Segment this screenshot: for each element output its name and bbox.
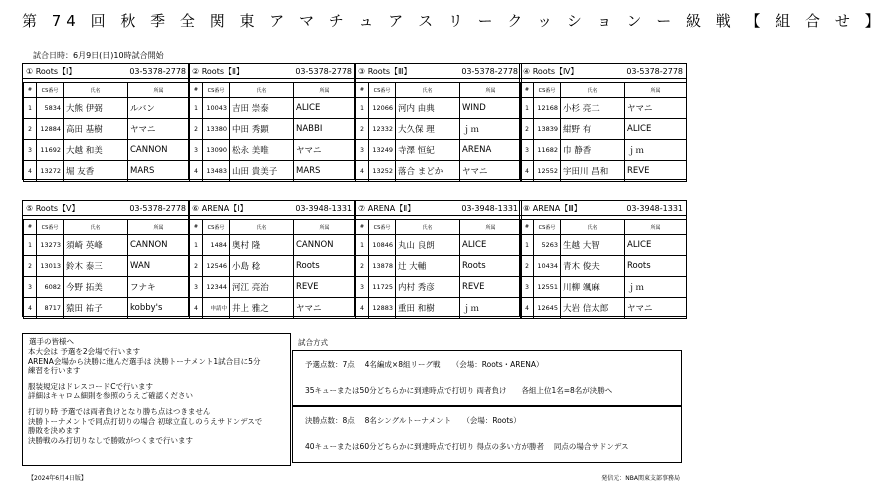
player-affiliation: ALICE — [294, 98, 356, 119]
prelim-format-line: 予選点数：7点 4名編成×8組リーグ戦 （会場：Roots・ARENA） — [305, 360, 544, 369]
player-name: 河内 由典 — [396, 98, 460, 119]
group-label: ⑤ Roots【Ⅴ】 — [26, 204, 80, 213]
player-name: 高田 基樹 — [64, 119, 128, 140]
col-affil: 所属 — [294, 83, 356, 98]
group-table — [355, 82, 522, 182]
player-affiliation: ALICE — [460, 235, 522, 256]
col-cs: CS番号 — [534, 83, 561, 98]
table-row — [190, 235, 356, 256]
table-row — [190, 298, 356, 319]
player-no: 4 — [521, 161, 534, 182]
cs-number: 13090 — [203, 140, 230, 161]
player-no: 3 — [521, 277, 534, 298]
player-no: 1 — [521, 235, 534, 256]
col-name: 氏名 — [561, 220, 625, 235]
cs-number: 12332 — [369, 119, 396, 140]
player-affiliation: ヤマニ — [460, 161, 522, 182]
col-cs: CS番号 — [369, 83, 396, 98]
group-phone: 03-5378-2778 — [295, 67, 352, 76]
col-name: 氏名 — [561, 83, 625, 98]
group-header — [189, 201, 355, 216]
col-cs: CS番号 — [369, 220, 396, 235]
cs-number: 13273 — [37, 235, 64, 256]
col-name: 氏名 — [64, 83, 128, 98]
col-affil: 所属 — [460, 83, 522, 98]
group-box — [519, 63, 687, 180]
group-table — [23, 82, 190, 182]
cs-number: 11682 — [534, 140, 561, 161]
cs-number: 12884 — [37, 119, 64, 140]
rules-title: 選手の皆様へ — [29, 337, 74, 346]
player-affiliation: REVE — [294, 277, 356, 298]
player-affiliation: CANNON — [128, 140, 190, 161]
player-no: 2 — [356, 256, 369, 277]
player-affiliation: ｊｍ — [625, 277, 687, 298]
final-format-line: 決勝点数：8点 8名シングルトーナメント （会場：Roots） — [305, 416, 521, 425]
player-no: 1 — [356, 98, 369, 119]
cs-number: 8717 — [37, 298, 64, 319]
table-row — [190, 161, 356, 182]
player-name: 大越 和美 — [64, 140, 128, 161]
group-label: ② Roots【Ⅱ】 — [192, 67, 244, 76]
col-affil: 所属 — [294, 220, 356, 235]
cs-number: 13380 — [203, 119, 230, 140]
rule-line: 本大会は 予選を2会場で行います — [28, 347, 141, 356]
player-no: 1 — [24, 98, 37, 119]
player-no: 2 — [521, 119, 534, 140]
player-affiliation: MARS — [128, 161, 190, 182]
cs-number: 12551 — [534, 277, 561, 298]
player-name: 中田 秀顕 — [230, 119, 294, 140]
table-row — [521, 256, 687, 277]
player-affiliation: ヤマニ — [625, 98, 687, 119]
player-name: 重田 和樹 — [396, 298, 460, 319]
player-affiliation: REVE — [625, 161, 687, 182]
player-name: 松永 美唯 — [230, 140, 294, 161]
table-row — [190, 98, 356, 119]
table-row — [521, 277, 687, 298]
player-name: 落合 まどか — [396, 161, 460, 182]
player-no: 2 — [24, 119, 37, 140]
col-cs: CS番号 — [37, 220, 64, 235]
player-affiliation: CANNON — [128, 235, 190, 256]
cs-number: 12546 — [203, 256, 230, 277]
group-header — [355, 64, 521, 79]
final-format-box — [292, 406, 682, 463]
cs-number: 1484 — [203, 235, 230, 256]
group-label: ④ Roots【Ⅳ】 — [523, 67, 579, 76]
rule-line: 詳細はキャロム細則を参照のうえご確認ください — [28, 391, 193, 401]
player-affiliation: ｊｍ — [460, 298, 522, 319]
rule-line: 服装規定はドレスコードCで行います — [28, 381, 154, 391]
table-header-row — [190, 220, 356, 235]
table-row — [190, 277, 356, 298]
col-cs: CS番号 — [534, 220, 561, 235]
player-name: 今野 拓美 — [64, 277, 128, 298]
player-no: 3 — [24, 140, 37, 161]
group-header — [520, 64, 686, 79]
table-row — [521, 98, 687, 119]
final-format-line: 40キューまたは60分どちらかに到達時点で打切り 得点の多い方が勝者 同点の場合サドンデス — [305, 442, 629, 451]
player-no: 2 — [190, 256, 203, 277]
player-no: 1 — [24, 235, 37, 256]
player-no: 1 — [190, 235, 203, 256]
col-name: 氏名 — [230, 220, 294, 235]
table-row — [24, 119, 190, 140]
table-row — [24, 161, 190, 182]
group-header — [23, 64, 189, 79]
cs-number: 12645 — [534, 298, 561, 319]
group-header — [189, 64, 355, 79]
player-affiliation: WAN — [128, 256, 190, 277]
col-affil: 所属 — [625, 220, 687, 235]
player-name: 須崎 英峰 — [64, 235, 128, 256]
cs-number: 12168 — [534, 98, 561, 119]
player-affiliation: ｊｍ — [625, 140, 687, 161]
rule-line: 練習を行います — [28, 366, 81, 376]
player-name: 猿田 祐子 — [64, 298, 128, 319]
table-header-row — [356, 83, 522, 98]
cs-number: 5834 — [37, 98, 64, 119]
player-no: 1 — [190, 98, 203, 119]
cs-number: 13839 — [534, 119, 561, 140]
player-name: 井上 雅之 — [230, 298, 294, 319]
player-name: 小杉 亮二 — [561, 98, 625, 119]
player-no: 4 — [356, 161, 369, 182]
col-name: 氏名 — [64, 220, 128, 235]
col-no: # — [24, 83, 37, 98]
cs-number: 12066 — [369, 98, 396, 119]
cs-number: 12883 — [369, 298, 396, 319]
table-row — [521, 298, 687, 319]
player-affiliation: WIND — [460, 98, 522, 119]
col-cs: CS番号 — [203, 220, 230, 235]
rules-box — [22, 333, 291, 466]
col-affil: 所属 — [460, 220, 522, 235]
col-name: 氏名 — [396, 220, 460, 235]
cs-number: 5263 — [534, 235, 561, 256]
table-header-row — [24, 220, 190, 235]
col-no: # — [190, 83, 203, 98]
group-header — [355, 201, 521, 216]
cs-number: 11692 — [37, 140, 64, 161]
player-affiliation: ｊｍ — [460, 119, 522, 140]
col-no: # — [356, 220, 369, 235]
rule-line: ARENA会場から決勝に進んだ選手は 決勝トーナメント1試合目に5分 — [28, 356, 261, 366]
table-row — [356, 140, 522, 161]
player-affiliation: ヤマニ — [294, 298, 356, 319]
col-affil: 所属 — [128, 220, 190, 235]
table-row — [24, 98, 190, 119]
cs-number: 10434 — [534, 256, 561, 277]
table-row — [521, 119, 687, 140]
player-name: 寺澤 恒紀 — [396, 140, 460, 161]
group-phone: 03-3948-1331 — [461, 204, 518, 213]
player-affiliation: Roots — [460, 256, 522, 277]
cs-number: 11725 — [369, 277, 396, 298]
player-affiliation: Roots — [625, 256, 687, 277]
player-no: 2 — [190, 119, 203, 140]
player-name: 堀 友香 — [64, 161, 128, 182]
player-affiliation: ヤマニ — [625, 298, 687, 319]
player-affiliation: MARS — [294, 161, 356, 182]
col-cs: CS番号 — [203, 83, 230, 98]
group-box — [22, 63, 190, 180]
table-header-row — [190, 83, 356, 98]
player-no: 3 — [356, 140, 369, 161]
page-title: 第 74 回 秋 季 全 関 東 ア マ チ ュ ア ス リ ー ク ッ シ ョ ン ー 級 戦 【 組 合 せ 】 — [22, 12, 885, 30]
player-affiliation: ルバン — [128, 98, 190, 119]
player-no: 4 — [24, 161, 37, 182]
table-row — [521, 140, 687, 161]
group-box — [519, 200, 687, 317]
player-name: 丸山 良朗 — [396, 235, 460, 256]
cs-number: 申請中 — [203, 298, 230, 319]
table-row — [521, 161, 687, 182]
table-row — [356, 298, 522, 319]
table-row — [190, 256, 356, 277]
player-no: 4 — [521, 298, 534, 319]
player-affiliation: ALICE — [625, 235, 687, 256]
cs-number: 13252 — [369, 161, 396, 182]
cs-number: 13013 — [37, 256, 64, 277]
table-row — [24, 235, 190, 256]
table-row — [24, 277, 190, 298]
table-header-row — [521, 83, 687, 98]
player-affiliation: ヤマニ — [128, 119, 190, 140]
player-name: 青木 俊夫 — [561, 256, 625, 277]
player-name: 辻 大輔 — [396, 256, 460, 277]
col-affil: 所属 — [625, 83, 687, 98]
player-affiliation: ALICE — [625, 119, 687, 140]
group-label: ⑦ ARENA【Ⅱ】 — [358, 204, 416, 213]
table-header-row — [24, 83, 190, 98]
table-header-row — [521, 220, 687, 235]
table-row — [356, 235, 522, 256]
player-name: 生越 大智 — [561, 235, 625, 256]
player-affiliation: REVE — [460, 277, 522, 298]
rule-line: 決勝戦のみ打切りなしで勝敗がつくまで行います — [28, 435, 193, 445]
version-date: 【2024年6月4日版】 — [28, 475, 87, 482]
table-row — [24, 298, 190, 319]
group-table — [355, 219, 522, 319]
issuer: 発信元：NBA関東支部事務局 — [601, 475, 680, 482]
player-name: 奥村 隆 — [230, 235, 294, 256]
group-phone: 03-3948-1331 — [295, 204, 352, 213]
col-cs: CS番号 — [37, 83, 64, 98]
group-table — [520, 219, 687, 319]
col-no: # — [190, 220, 203, 235]
player-no: 4 — [190, 161, 203, 182]
player-no: 1 — [521, 98, 534, 119]
player-name: 大久保 理 — [396, 119, 460, 140]
format-title: 試合方式 — [298, 338, 328, 347]
group-phone: 03-5378-2778 — [129, 67, 186, 76]
player-no: 3 — [521, 140, 534, 161]
group-phone: 03-5378-2778 — [626, 67, 683, 76]
player-no: 3 — [190, 277, 203, 298]
player-no: 4 — [190, 298, 203, 319]
cs-number: 10846 — [369, 235, 396, 256]
rule-line: 決勝トーナメントで同点打切りの場合 初球立直しのうえサドンデスで — [28, 416, 263, 426]
col-no: # — [521, 220, 534, 235]
group-box — [354, 200, 522, 317]
group-phone: 03-5378-2778 — [461, 67, 518, 76]
player-no: 2 — [521, 256, 534, 277]
table-row — [356, 256, 522, 277]
prelim-format-line: 35キューまたは50分どちらかに到達時点で打切り 両者負け 各組上位1名=8名が決勝へ — [305, 386, 613, 395]
group-box — [22, 200, 190, 317]
player-name: 内村 秀彦 — [396, 277, 460, 298]
player-affiliation: Roots — [294, 256, 356, 277]
col-no: # — [521, 83, 534, 98]
table-row — [521, 235, 687, 256]
group-table — [189, 219, 356, 319]
player-no: 2 — [356, 119, 369, 140]
table-row — [356, 277, 522, 298]
col-name: 氏名 — [396, 83, 460, 98]
player-name: 紺野 有 — [561, 119, 625, 140]
table-header-row — [356, 220, 522, 235]
player-name: 小島 稔 — [230, 256, 294, 277]
table-row — [24, 256, 190, 277]
player-name: 鈴木 泰三 — [64, 256, 128, 277]
table-row — [356, 161, 522, 182]
group-table — [189, 82, 356, 182]
player-no: 3 — [190, 140, 203, 161]
player-affiliation: CANNON — [294, 235, 356, 256]
col-affil: 所属 — [128, 83, 190, 98]
group-table — [520, 82, 687, 182]
group-table — [23, 219, 190, 319]
player-no: 1 — [356, 235, 369, 256]
group-header — [520, 201, 686, 216]
cs-number: 13249 — [369, 140, 396, 161]
player-affiliation: kobby's — [128, 298, 190, 319]
player-name: 巾 静香 — [561, 140, 625, 161]
group-header — [23, 201, 189, 216]
player-no: 4 — [24, 298, 37, 319]
group-phone: 03-3948-1331 — [626, 204, 683, 213]
rule-line: 勝敗を決めます — [28, 426, 81, 436]
cs-number: 13878 — [369, 256, 396, 277]
table-row — [190, 119, 356, 140]
player-affiliation: NABBI — [294, 119, 356, 140]
group-box — [188, 63, 356, 180]
prelim-format-box — [292, 350, 682, 406]
cs-number: 12552 — [534, 161, 561, 182]
group-phone: 03-5378-2778 — [129, 204, 186, 213]
cs-number: 13483 — [203, 161, 230, 182]
player-name: 河江 亮治 — [230, 277, 294, 298]
player-name: 宇田川 昌和 — [561, 161, 625, 182]
table-row — [24, 140, 190, 161]
col-name: 氏名 — [230, 83, 294, 98]
player-no: 2 — [24, 256, 37, 277]
player-name: 川柳 颯麻 — [561, 277, 625, 298]
player-affiliation: ARENA — [460, 140, 522, 161]
cs-number: 13272 — [37, 161, 64, 182]
col-no: # — [24, 220, 37, 235]
group-label: ⑧ ARENA【Ⅲ】 — [523, 204, 582, 213]
table-row — [356, 119, 522, 140]
group-label: ① Roots【Ⅰ】 — [26, 67, 77, 76]
player-affiliation: フナキ — [128, 277, 190, 298]
table-row — [190, 140, 356, 161]
player-name: 大岩 信太郎 — [561, 298, 625, 319]
player-no: 3 — [24, 277, 37, 298]
cs-number: 6082 — [37, 277, 64, 298]
group-box — [188, 200, 356, 317]
player-no: 3 — [356, 277, 369, 298]
cs-number: 12344 — [203, 277, 230, 298]
player-name: 吉田 崇泰 — [230, 98, 294, 119]
match-date: 試合日時：6月9日(日)10時試合開始 — [33, 51, 164, 60]
player-name: 大熊 伊弼 — [64, 98, 128, 119]
table-row — [356, 98, 522, 119]
player-no: 4 — [356, 298, 369, 319]
group-box — [354, 63, 522, 180]
col-no: # — [356, 83, 369, 98]
rule-line: 打切り時 予選では両者負けとなり勝ち点はつきません — [28, 407, 211, 416]
cs-number: 10043 — [203, 98, 230, 119]
player-name: 山田 貴美子 — [230, 161, 294, 182]
player-affiliation: ヤマニ — [294, 140, 356, 161]
group-label: ⑥ ARENA【Ⅰ】 — [192, 204, 248, 213]
group-label: ③ Roots【Ⅲ】 — [358, 67, 412, 76]
